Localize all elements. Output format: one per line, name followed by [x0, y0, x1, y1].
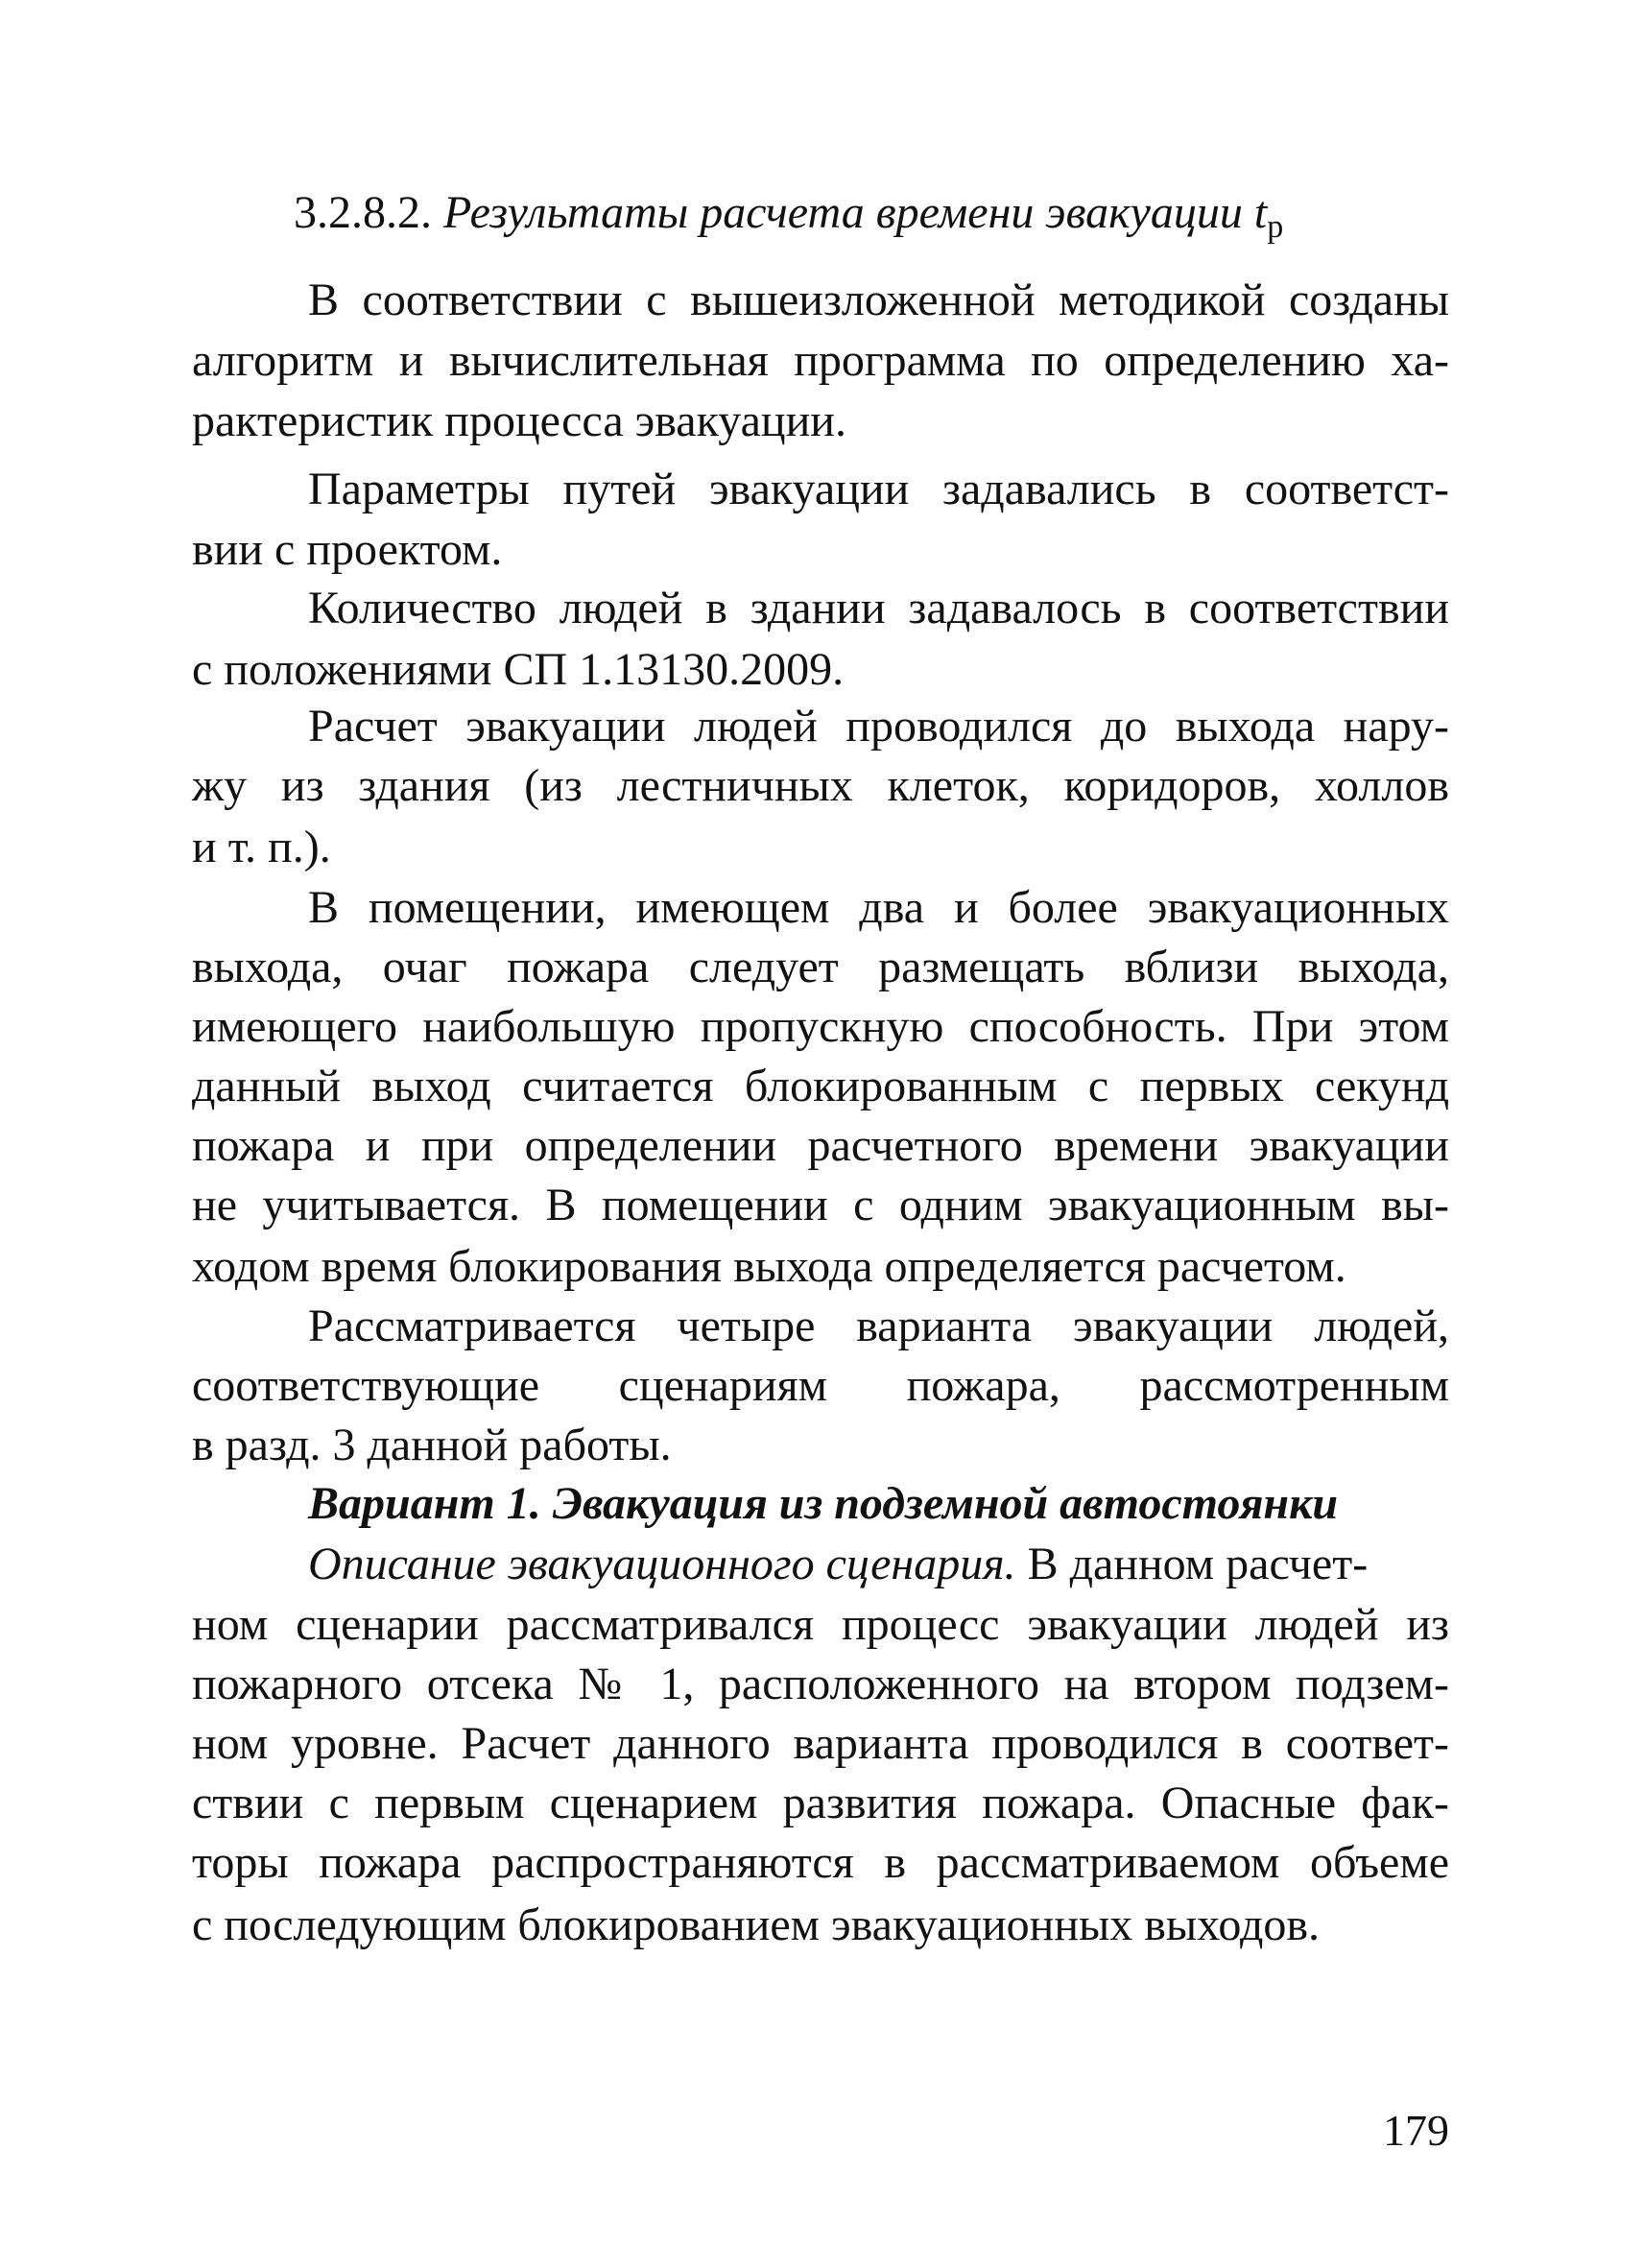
- paragraph-line: имеющего наибольшую пропускную способность. При этом: [192, 1001, 1449, 1052]
- paragraph-line: Расчет эвакуации людей проводился до выхода нару-: [308, 701, 1449, 752]
- paragraph-line: не учитывается. В помещении с одним эвакуационным вы-: [192, 1180, 1449, 1230]
- paragraph-line: ном уровне. Расчет данного варианта проводился в соответ-: [192, 1718, 1449, 1769]
- paragraph-line: с последующим блокированием эвакуационных выходов.: [192, 1899, 1321, 1950]
- paragraph-line: пожарного отсека № 1, расположенного на втором подзем-: [192, 1659, 1449, 1709]
- paragraph-line: данный выход считается блокированным с первых секунд: [192, 1061, 1449, 1111]
- scenario-first-line: [308, 1541, 1368, 1588]
- paragraph-line: В помещении, имеющем два и более эвакуационных: [308, 882, 1449, 933]
- paragraph-line: соответствующие сценариям пожара, рассмотренным: [192, 1360, 1449, 1411]
- section-title: Результаты расчета времени эвакуации: [443, 187, 1254, 238]
- paragraph-line: торы пожара распространяются в рассматриваемом объеме: [192, 1837, 1449, 1888]
- paragraph-line: Рассматривается четыре варианта эвакуации людей,: [308, 1301, 1449, 1351]
- section-heading: [294, 187, 1284, 245]
- paragraph-line: ходом время блокирования выхода определяется расчетом.: [192, 1241, 1346, 1292]
- paragraph-line: ствии с первым сценарием развития пожара. Опасные фак-: [192, 1778, 1449, 1828]
- paragraph-line: ном сценарии рассматривался процесс эвакуации людей из: [192, 1599, 1449, 1650]
- paragraph-line: Параметры путей эвакуации задавались в соответст-: [308, 464, 1449, 514]
- paragraph-line: в разд. 3 данной работы.: [192, 1420, 672, 1470]
- section-title-variable: t: [1253, 187, 1268, 238]
- paragraph-line: алгоритм и вычислительная программа по определению ха-: [192, 335, 1449, 386]
- paragraph-line: пожара и при определении расчетного времени эвакуации: [192, 1120, 1449, 1171]
- paragraph-line: вии с проектом.: [192, 524, 503, 575]
- variant-heading: Вариант 1. Эвакуация из подземной автостоянки: [308, 1478, 1339, 1529]
- section-number: 3.2.8.2.: [294, 187, 432, 238]
- scenario-first-line-rest: В данном расчет-: [1015, 1539, 1369, 1589]
- paragraph-line: рактеристик процесса эвакуации.: [192, 395, 846, 446]
- section-title-subscript: р: [1267, 209, 1284, 245]
- scenario-lead: Описание эвакуационного сценария.: [308, 1539, 1016, 1589]
- paragraph-line: В соответствии с вышеизложенной методикой созданы: [308, 275, 1449, 325]
- page-number: 179: [1383, 2106, 1449, 2155]
- paragraph-line: жу из здания (из лестничных клеток, коридоров, холлов: [192, 760, 1449, 811]
- paragraph-line: с положениями СП 1.13130.2009.: [192, 644, 845, 695]
- paragraph-line: Количество людей в здании задавалось в соответствии: [308, 583, 1449, 633]
- paragraph-line: выхода, очаг пожара следует размещать вблизи выхода,: [192, 942, 1449, 992]
- paragraph-line: и т. п.).: [192, 822, 331, 872]
